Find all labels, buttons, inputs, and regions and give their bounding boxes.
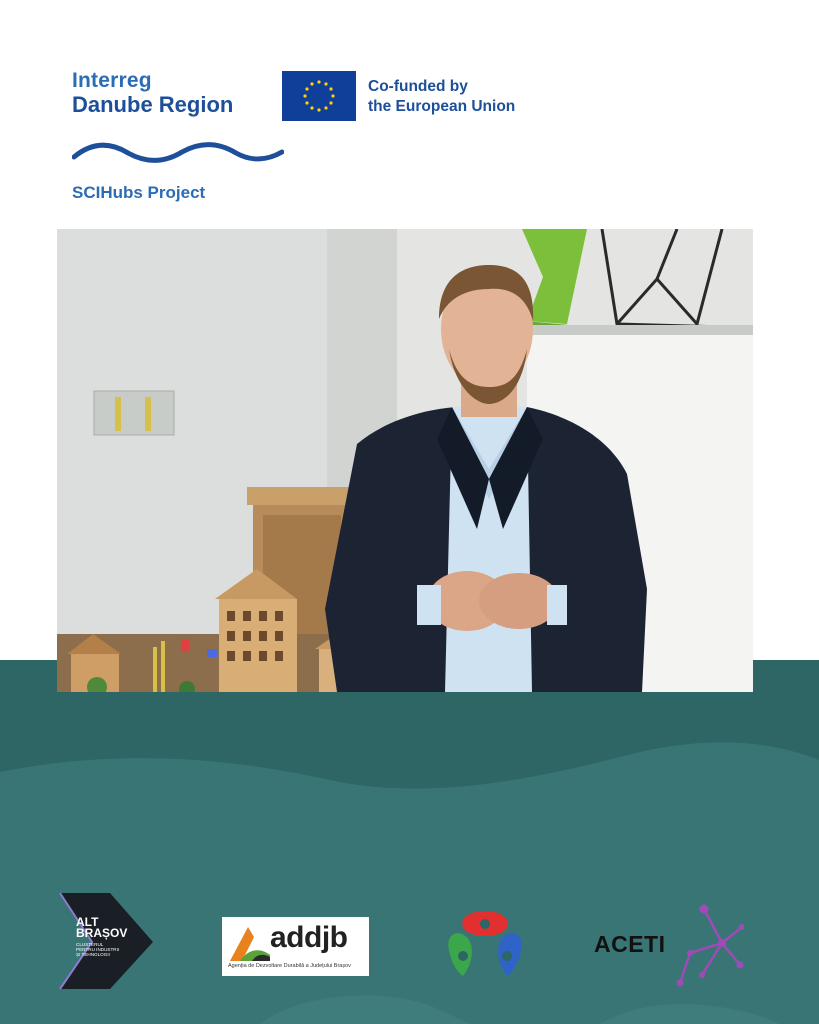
danube-wave-icon — [72, 140, 284, 169]
speaker-photo — [57, 229, 753, 692]
interreg-logo-line1: Interreg — [72, 69, 152, 92]
project-title: SCIHubs Project — [72, 183, 206, 202]
eu-cofunded-label — [368, 77, 515, 117]
fablab-logo-icon — [441, 902, 529, 990]
addjb-subtitle: Agenția de Dezvoltare Durabilă a Județului Brașov — [228, 963, 351, 969]
interreg-logo-line2: Danube Region — [72, 92, 234, 117]
alt-brasov-logo — [52, 890, 156, 992]
addjb-logo — [222, 917, 369, 976]
aceti-logo — [594, 903, 744, 987]
addjb-mark-icon — [226, 921, 274, 965]
aceti-network-icon — [594, 903, 744, 987]
addjb-wordmark: addjb — [270, 921, 348, 954]
eu-flag-icon — [282, 71, 356, 121]
alt-brasov-wordmark — [76, 917, 127, 939]
alt-brasov-subtitle: CLUSTERUL PENTRU INDUSTRII ȘI TEHNOLOGII — [76, 942, 120, 957]
alt-brasov-line1: ALT — [76, 915, 99, 929]
alt-brasov-line2: BRAȘOV — [76, 926, 128, 940]
aceti-wordmark: ACETI — [594, 931, 666, 957]
eu-cofunded-line2: the European Union — [368, 98, 516, 115]
interreg-logo — [72, 70, 233, 116]
eu-cofunded-line1: Co-funded by — [368, 78, 468, 95]
